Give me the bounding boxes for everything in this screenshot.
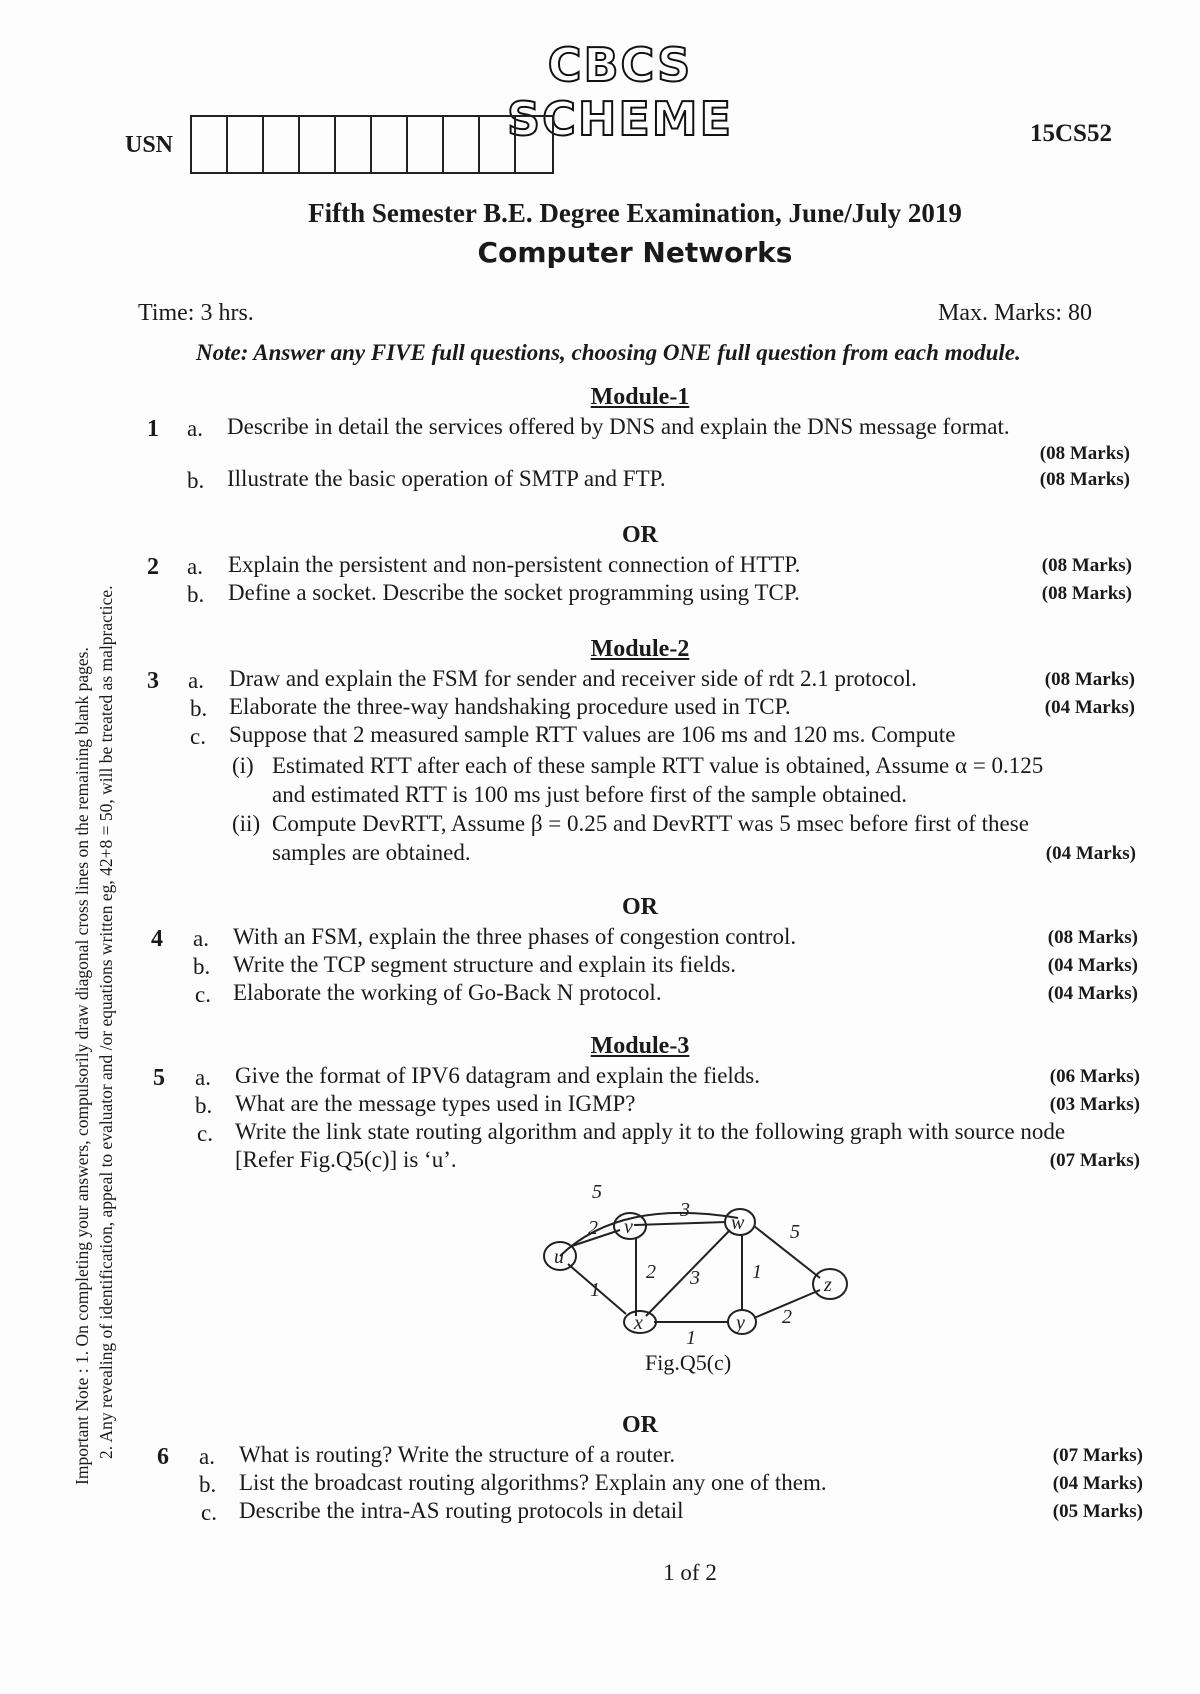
graph-node-label: v: [624, 1216, 633, 1238]
question-number: 4: [151, 926, 163, 952]
sub-label: c.: [195, 982, 211, 1007]
module-heading: Module-2: [590, 636, 690, 662]
question-text: Write the link state routing algorithm and apply it to the following graph with source node: [235, 1119, 1066, 1144]
marks: (08 Marks): [1041, 555, 1132, 576]
graph-node-label: x: [634, 1312, 643, 1334]
question-text: Give the format of IPV6 datagram and explain the fields.: [235, 1063, 761, 1088]
sub-label: b.: [199, 1472, 217, 1497]
graph-edge-weight: 5: [790, 1221, 800, 1243]
question-text: Draw and explain the FSM for sender and receiver side of rdt 2.1 protocol.: [229, 666, 917, 691]
marks: (04 Marks): [1047, 983, 1138, 1004]
graph-node-label: w: [731, 1212, 745, 1234]
sub-label: c.: [201, 1500, 217, 1525]
graph-edge-v-w: [634, 1222, 726, 1225]
time-info: Time: 3 hrs.: [138, 300, 254, 326]
usn-box[interactable]: [372, 117, 408, 172]
question-text: Compute DevRTT, Assume β = 0.25 and DevRTT was 5 msec before first of these: [272, 811, 1029, 836]
or-divider: OR: [622, 1412, 658, 1438]
marks: (08 Marks): [1039, 469, 1130, 490]
network-graph: [530, 1178, 850, 1353]
question-text: Elaborate the working of Go-Back N protocol.: [233, 980, 662, 1005]
usn-box[interactable]: [516, 117, 552, 172]
module-heading: Module-3: [590, 1033, 690, 1059]
sub-label: b.: [187, 468, 205, 493]
question-text: What is routing? Write the structure of a router.: [239, 1442, 676, 1467]
graph-edge-weight: 5: [592, 1181, 602, 1203]
figure-caption: Fig.Q5(c): [645, 1350, 732, 1375]
graph-edge-w-z: [754, 1226, 820, 1278]
marks: (04 Marks): [1047, 955, 1138, 976]
question-text: Explain the persistent and non-persistent connection of HTTP.: [228, 552, 801, 577]
question-text: Define a socket. Describe the socket programming using TCP.: [228, 580, 800, 605]
usn-box[interactable]: [480, 117, 516, 172]
sub-label: a.: [195, 1065, 211, 1090]
question-text: Illustrate the basic operation of SMTP and FTP.: [227, 466, 666, 491]
marks: (07 Marks): [1049, 1150, 1140, 1171]
question-number: 1: [147, 416, 159, 442]
or-divider: OR: [622, 894, 658, 920]
side-note-line1: Important Note : 1. On completing your answers, compulsorily draw diagonal cross lines on the remaining blank pages.: [72, 647, 92, 1485]
graph-edge-weight: 2: [782, 1306, 792, 1328]
sub-label: a.: [193, 926, 209, 951]
graph-edge-weight: 3: [680, 1199, 690, 1221]
question-text: Suppose that 2 measured sample RTT values are 106 ms and 120 ms. Compute: [229, 722, 956, 747]
question-text: Write the TCP segment structure and explain its fields.: [233, 952, 737, 977]
marks: (04 Marks): [1045, 843, 1136, 864]
scheme-banner: CBCS SCHEME: [506, 38, 733, 146]
graph-node-label: z: [824, 1274, 832, 1296]
question-text: What are the message types used in IGMP?: [235, 1091, 636, 1116]
graph-node-label: y: [736, 1312, 745, 1334]
sub-label: b.: [193, 954, 211, 979]
marks: (04 Marks): [1044, 697, 1135, 718]
question-text: samples are obtained.: [272, 840, 471, 865]
marks: (07 Marks): [1052, 1445, 1143, 1466]
sub-label: b.: [187, 582, 205, 607]
sub-label: a.: [187, 416, 203, 441]
question-number: 2: [147, 554, 159, 580]
side-note-line2: 2. Any revealing of identification, appeal to evaluator and /or equations written eg, 42+8 = 50, will be treated as malpractice.: [96, 585, 116, 1459]
marks: (05 Marks): [1052, 1501, 1143, 1522]
sub-label: a.: [188, 668, 204, 693]
question-text: Describe in detail the services offered by DNS and explain the DNS message format.: [227, 414, 1010, 439]
or-divider: OR: [622, 522, 658, 548]
graph-edge-weight: 2: [588, 1217, 598, 1239]
sub-label: b.: [195, 1093, 213, 1118]
sub-item-label: (i): [232, 753, 254, 778]
graph-edge-weight: 1: [752, 1261, 762, 1283]
usn-box[interactable]: [228, 117, 264, 172]
usn-box[interactable]: [444, 117, 480, 172]
sub-label: c.: [190, 724, 206, 749]
question-text: and estimated RTT is 100 ms just before first of the sample obtained.: [272, 782, 908, 807]
sub-label: b.: [190, 696, 208, 721]
graph-edge-weight: 3: [690, 1267, 700, 1289]
course-code: 15CS52: [1030, 120, 1112, 147]
question-number: 3: [147, 668, 159, 694]
question-number: 5: [153, 1065, 165, 1091]
question-text: With an FSM, explain the three phases of congestion control.: [233, 924, 797, 949]
exam-title: Fifth Semester B.E. Degree Examination, June/July 2019: [308, 198, 962, 228]
module-heading: Module-1: [590, 384, 690, 410]
question-text: [Refer Fig.Q5(c)] is ‘u’.: [235, 1147, 457, 1172]
sub-label: c.: [197, 1121, 213, 1146]
graph-edge-weight: 1: [686, 1327, 696, 1349]
page-number: 1 of 2: [663, 1560, 717, 1585]
usn-box[interactable]: [408, 117, 444, 172]
graph-node-label: u: [554, 1246, 564, 1268]
max-marks: Max. Marks: 80: [938, 300, 1092, 326]
sub-label: a.: [187, 554, 203, 579]
graph-edge-x-w: [646, 1230, 730, 1316]
sub-item-label: (ii): [232, 811, 261, 836]
usn-boxes[interactable]: [190, 115, 554, 174]
graph-edge-weight: 2: [646, 1261, 656, 1283]
usn-box[interactable]: [264, 117, 300, 172]
marks: (06 Marks): [1049, 1066, 1140, 1087]
subject-title: Computer Networks: [477, 236, 793, 269]
usn-box[interactable]: [192, 117, 228, 172]
marks: (04 Marks): [1052, 1473, 1143, 1494]
instructions-note: Note: Answer any FIVE full questions, choosing ONE full question from each module.: [196, 340, 1021, 365]
sub-label: a.: [199, 1444, 215, 1469]
marks: (08 Marks): [1044, 669, 1135, 690]
question-text: List the broadcast routing algorithms? Explain any one of them.: [239, 1470, 827, 1495]
question-text: Describe the intra-AS routing protocols in detail: [239, 1498, 684, 1523]
usn-box[interactable]: [300, 117, 336, 172]
usn-label: USN: [125, 132, 174, 158]
question-text: Elaborate the three-way handshaking procedure used in TCP.: [229, 694, 791, 719]
marks: (08 Marks): [1039, 443, 1130, 464]
marks: (08 Marks): [1041, 583, 1132, 604]
graph-edge-weight: 1: [590, 1279, 600, 1301]
usn-box[interactable]: [336, 117, 372, 172]
marks: (03 Marks): [1049, 1094, 1140, 1115]
question-number: 6: [157, 1444, 169, 1470]
question-text: Estimated RTT after each of these sample RTT value is obtained, Assume α = 0.125: [272, 753, 1044, 778]
marks: (08 Marks): [1047, 927, 1138, 948]
